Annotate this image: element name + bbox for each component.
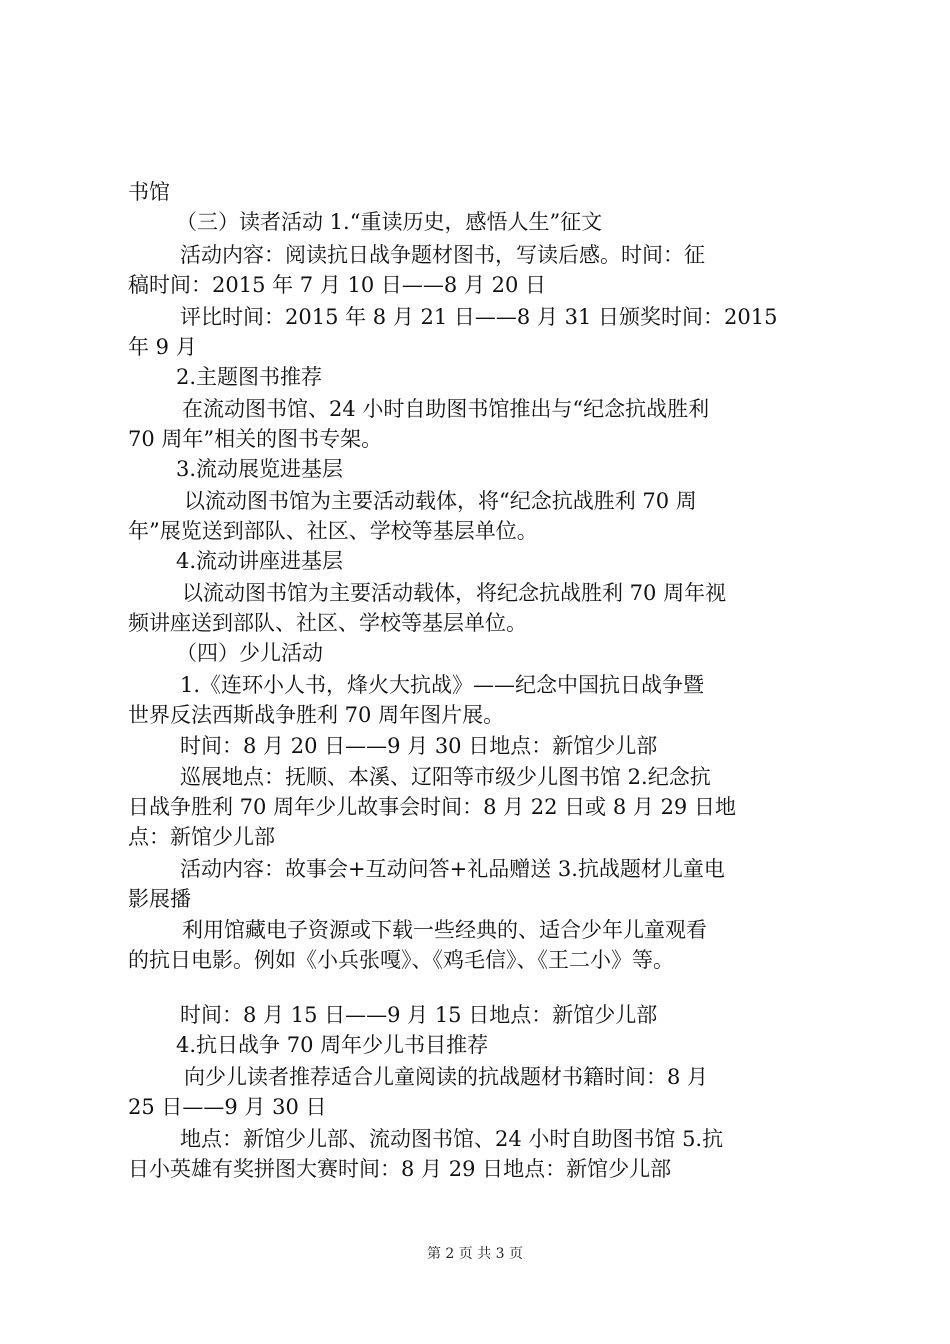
text-line: 在流动图书馆、24 小时自助图书馆推出与“纪念抗战胜利 bbox=[182, 397, 710, 421]
page-indicator: 第 2 页 共 3 页 bbox=[426, 1246, 524, 1262]
text-line: 4.抗日战争 70 周年少儿书目推荐 bbox=[176, 1033, 489, 1057]
text-line: 时间：8 月 15 日——9 月 15 日地点：新馆少儿部 bbox=[180, 1003, 658, 1027]
text-line: 地点：新馆少儿部、流动图书馆、24 小时自助图书馆 5.抗 bbox=[180, 1127, 724, 1151]
text-line: 世界反法西斯战争胜利 70 周年图片展。 bbox=[128, 703, 505, 727]
text-line: 频讲座送到部队、社区、学校等基层单位。 bbox=[128, 611, 527, 635]
text-line: 日战争胜利 70 周年少儿故事会时间：8 月 22 日或 8 月 29 日地 bbox=[128, 795, 736, 819]
section-heading: （四）少儿活动 bbox=[176, 641, 323, 665]
text-line: 活动内容：故事会+互动问答+礼品赠送 3.抗战题材儿童电 bbox=[180, 857, 725, 881]
text-line: 3.流动展览进基层 bbox=[176, 457, 344, 481]
text-line: 4.流动讲座进基层 bbox=[176, 549, 344, 573]
text-line: 稿时间：2015 年 7 月 10 日——8 月 20 日 bbox=[128, 273, 547, 297]
text-line: 25 日——9 月 30 日 bbox=[128, 1095, 327, 1119]
text-line: 的抗日电影。例如《小兵张嘎》、《鸡毛信》、《王二小》等。 bbox=[128, 948, 674, 972]
text-line: 以流动图书馆为主要活动载体，将纪念抗战胜利 70 周年视 bbox=[182, 581, 727, 605]
text-line: 日小英雄有奖拼图大赛时间：8 月 29 日地点：新馆少儿部 bbox=[128, 1157, 672, 1181]
text-line: 评比时间：2015 年 8 月 21 日——8 月 31 日颁奖时间：2015 bbox=[180, 305, 778, 329]
text-line: 书馆 bbox=[128, 180, 170, 204]
page-footer bbox=[0, 1244, 950, 1264]
text-line: 年”展览送到部队、社区、学校等基层单位。 bbox=[128, 519, 538, 543]
text-line: 以流动图书馆为主要活动载体，将“纪念抗战胜利 70 周 bbox=[184, 489, 697, 513]
text-line: 点：新馆少儿部 bbox=[128, 825, 275, 849]
text-line: 年 9 月 bbox=[128, 335, 197, 359]
text-line: 1.《连环小人书，烽火大抗战》——纪念中国抗日战争暨 bbox=[180, 673, 705, 697]
text-line: 时间：8 月 20 日——9 月 30 日地点：新馆少儿部 bbox=[180, 734, 658, 758]
text-line: 2.主题图书推荐 bbox=[176, 365, 323, 389]
text-line: 利用馆藏电子资源或下载一些经典的、适合少年儿童观看 bbox=[182, 918, 707, 942]
text-line: 巡展地点：抚顺、本溪、辽阳等市级少儿图书馆 2.纪念抗 bbox=[180, 765, 711, 789]
text-line: （三）读者活动 1.“重读历史，感悟人生”征文 bbox=[176, 210, 603, 234]
text-line: 影展播 bbox=[128, 887, 191, 911]
text-line: 70 周年”相关的图书专架。 bbox=[128, 427, 383, 451]
text-line: 活动内容：阅读抗日战争题材图书，写读后感。时间：征 bbox=[180, 243, 705, 267]
text-line: 向少儿读者推荐适合儿童阅读的抗战题材书籍时间：8 月 bbox=[184, 1065, 709, 1089]
